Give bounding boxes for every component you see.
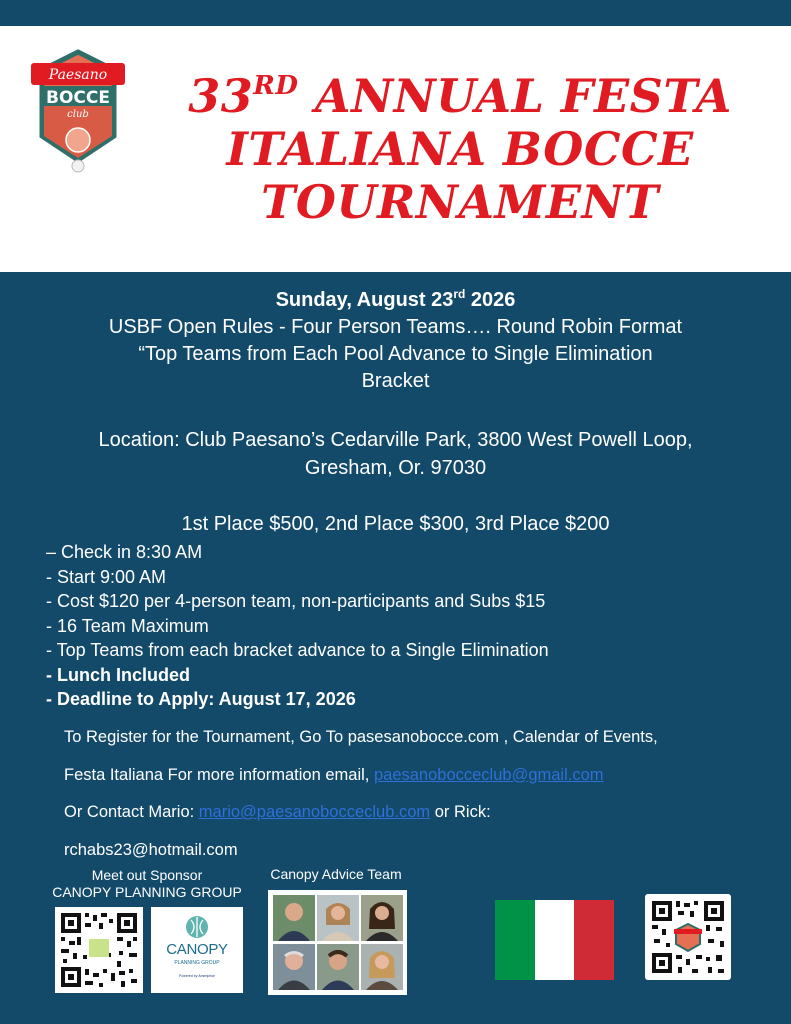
sponsor-caption: Meet out Sponsor CANOPY PLANNING GROUP xyxy=(52,867,242,900)
title-line-2: ITALIANA BOCCE xyxy=(226,122,694,176)
advance-line: “Top Teams from Each Pool Advance to Single Elimination xyxy=(138,343,653,365)
detail-cost: - Cost $120 per 4-person team, non-participants and Subs $15 xyxy=(46,591,546,611)
flag-white-stripe xyxy=(535,900,575,980)
rules-line: USBF Open Rules - Four Person Teams…. Round Robin Format xyxy=(108,316,683,338)
email-link-club[interactable]: paesanobocceclub@gmail.com xyxy=(373,765,604,784)
team-photo xyxy=(317,895,359,941)
tournament-title xyxy=(160,70,760,229)
detail-lunch: - Lunch Included xyxy=(46,664,190,685)
event-qr-code[interactable] xyxy=(645,894,731,980)
detail-max-teams: - 16 Team Maximum xyxy=(46,615,209,636)
registration-info xyxy=(64,719,779,869)
paesano-bocce-logo xyxy=(30,48,126,178)
logo-main-text: BOCCE xyxy=(46,88,110,108)
sponsor-qr-code[interactable] xyxy=(55,907,143,993)
team-photo xyxy=(273,895,315,941)
register-line-4: rchabs23@hotmail.com xyxy=(64,840,238,859)
logo-top-text: Paesano xyxy=(48,67,108,83)
canopy-name: CANOPY xyxy=(166,941,228,958)
team-photo xyxy=(273,944,315,990)
flag-green-stripe xyxy=(495,900,535,980)
detail-checkin: – Check in 8:30 AM xyxy=(46,542,203,562)
team-photo xyxy=(317,944,359,990)
canopy-subtitle: PLANNING GROUP xyxy=(174,960,220,966)
flag-red-stripe xyxy=(574,900,614,980)
team-photo xyxy=(361,895,403,941)
advice-team-photos xyxy=(268,890,407,995)
detail-advance: - Top Teams from each bracket advance to a Single Elimination xyxy=(46,640,549,660)
title-line-1: 33RD ANNUAL FESTA xyxy=(188,69,732,123)
details-list xyxy=(46,540,746,712)
email-link-mario[interactable]: mario@paesanobocceclub.com xyxy=(198,803,431,821)
register-line-2: Festa Italiana For more information email, paesanobocceclub@gmail.com xyxy=(64,765,604,784)
title-line-3: TOURNAMENT xyxy=(261,175,659,229)
event-intro xyxy=(40,287,751,395)
detail-start: - Start 9:00 AM xyxy=(46,566,167,587)
canopy-powered-by: Powered by Ameriprise xyxy=(179,974,215,978)
team-photo xyxy=(361,944,403,990)
prize-line: 1st Place $500, 2nd Place $300, 3rd Place $200 xyxy=(181,513,610,535)
event-date: Sunday, August 23rd 2026 xyxy=(275,287,516,311)
logo-sub-text: club xyxy=(67,109,89,120)
team-caption: Canopy Advice Team xyxy=(270,866,402,882)
canopy-tree-icon xyxy=(185,915,209,939)
detail-deadline: - Deadline to Apply: August 17, 2026 xyxy=(46,689,356,709)
italian-flag xyxy=(495,900,614,980)
bracket-line: Bracket xyxy=(361,370,430,392)
register-line-3: Or Contact Mario: mario@paesanobocceclub.com or Rick: xyxy=(64,803,491,821)
canopy-logo xyxy=(151,907,243,993)
register-line-1: To Register for the Tournament, Go To pasesanobocce.com , Calendar of Events, xyxy=(64,728,658,746)
event-location: Location: Club Paesano’s Cedarville Park, 3800 West Powell Loop, Gresham, Or. 97030 xyxy=(98,429,693,479)
